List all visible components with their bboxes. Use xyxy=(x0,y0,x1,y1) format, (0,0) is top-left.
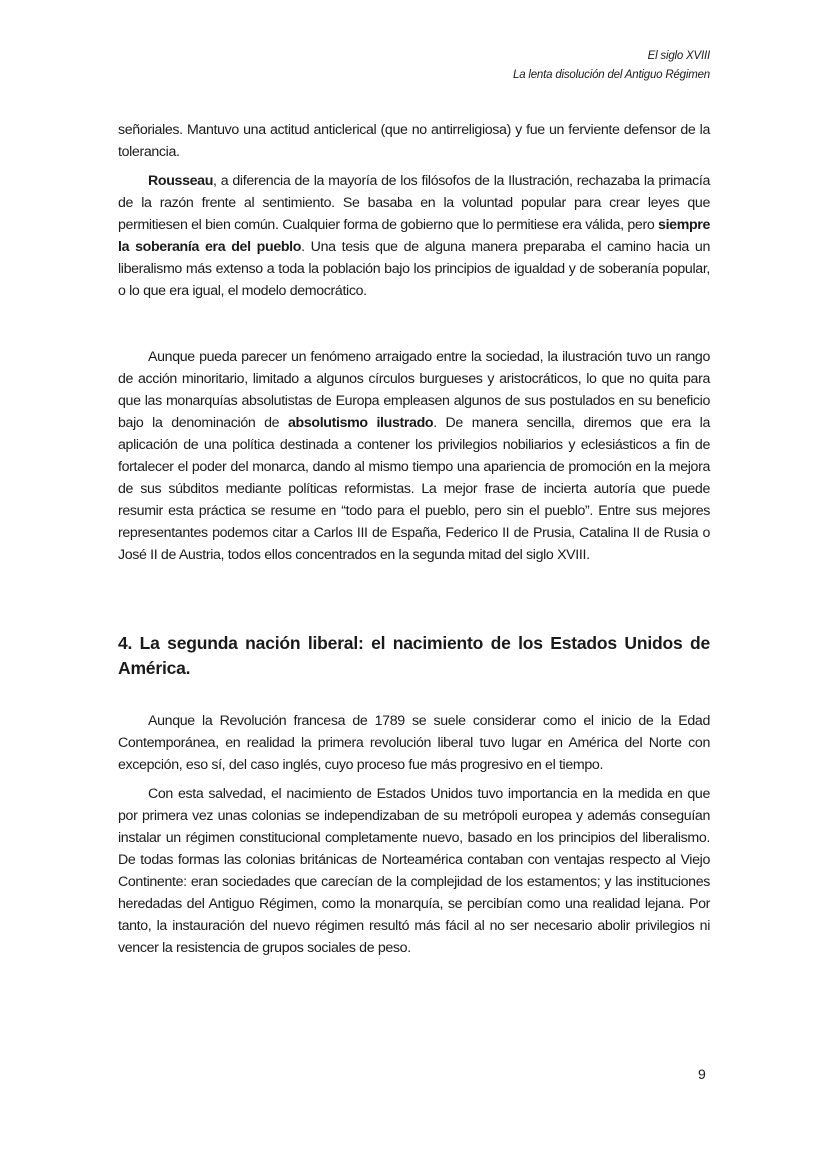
text: . Una tesis que de alguna manera preparaba el camino hacia un liberalismo más extenso a toda la población bajo los principios de igualdad y de soberanía popular, o lo que era igual, el modelo democrático. xyxy=(118,239,710,299)
bold-term: absolutismo ilustrado xyxy=(287,415,434,431)
text: , a diferencia de la mayoría de los filósofos de la Ilustración, rechazaba la primacía de la razón frente al sentimiento. Se basaba en la voluntad popular para crear leyes que permitiesen el bien común. Cualquier forma de gobierno que lo permitiese era válida, pero xyxy=(118,173,710,233)
text-block-2 xyxy=(118,346,710,573)
paragraph-rousseau xyxy=(118,170,710,302)
text: Con esta salvedad, el nacimiento de Estados Unidos tuvo importancia en la medida en que por primera vez unas colonias se independizaban de su metrópoli europea y además conseguían instalar un régimen constitucional completamente nuevo, basado en los principios del liberalismo. De todas formas las colonias británicas de Norteamérica contaban con ventajas respecto al Viejo Continente: eran sociedades que carecían de la complejidad de los estamentos; y las instituciones heredadas del Antiguo Régimen, como la monarquía, se percibían como una realidad lejana. Por tanto, la instauración del nuevo régimen resultó más fácil al no ser necesario abolir privilegios ni vencer la resistencia de grupos sociales de peso. xyxy=(118,786,710,956)
text-block-3 xyxy=(118,710,710,966)
paragraph-revolucion xyxy=(118,710,710,776)
page-number: 9 xyxy=(698,1066,706,1082)
running-header-subtitle: La lenta disolución del Antiguo Régimen xyxy=(513,69,710,81)
text-block-1 xyxy=(118,119,710,309)
paragraph-1 xyxy=(118,119,710,163)
bold-term: Rousseau xyxy=(148,173,214,189)
text: Aunque la Revolución francesa de 1789 se suele considerar como el inicio de la Edad Contemporánea, en realidad la primera revolución liberal tuvo lugar en América del Norte con excepción, eso sí, del caso inglés, cuyo proceso fue más progresivo en el tiempo. xyxy=(118,713,710,773)
bold-term: siempre la soberanía era del pueblo xyxy=(118,217,710,255)
section-heading: 4. La segunda nación liberal: el nacimiento de los Estados Unidos de América. xyxy=(118,633,710,678)
running-header-title: El siglo XVIII xyxy=(647,50,710,62)
paragraph-absolutismo xyxy=(118,346,710,566)
text: Aunque pueda parecer un fenómeno arraigado entre la sociedad, la ilustración tuvo un rango de acción minoritario, limitado a algunos círculos burgueses y aristocráticos, lo que no quita para que las monarquías absolutistas de Europa empleasen algunos de sus postulados en su beneficio bajo la denominación de xyxy=(118,349,710,431)
text: . De manera sencilla, diremos que era la aplicación de una política destinada a contener los privilegios nobiliarios y eclesiásticos a fin de fortalecer el poder del monarca, dando al mismo tiempo una apariencia de promoción en la mejora de sus súbditos mediante políticas reformistas. La mejor frase de incierta autoría que puede resumir esta práctica se resume en “todo para el pueblo, pero sin el pueblo”. Entre sus mejores representantes podemos citar a Carlos III de España, Federico II de Prusia, Catalina II de Rusia o José II de Austria, todos ellos concentrados en la segunda mitad del siglo XVIII. xyxy=(118,415,710,563)
paragraph-estados-unidos xyxy=(118,783,710,959)
text: señoriales. Mantuvo una actitud anticlerical (que no antirreligiosa) y fue un ferviente defensor de la tolerancia. xyxy=(118,122,710,160)
